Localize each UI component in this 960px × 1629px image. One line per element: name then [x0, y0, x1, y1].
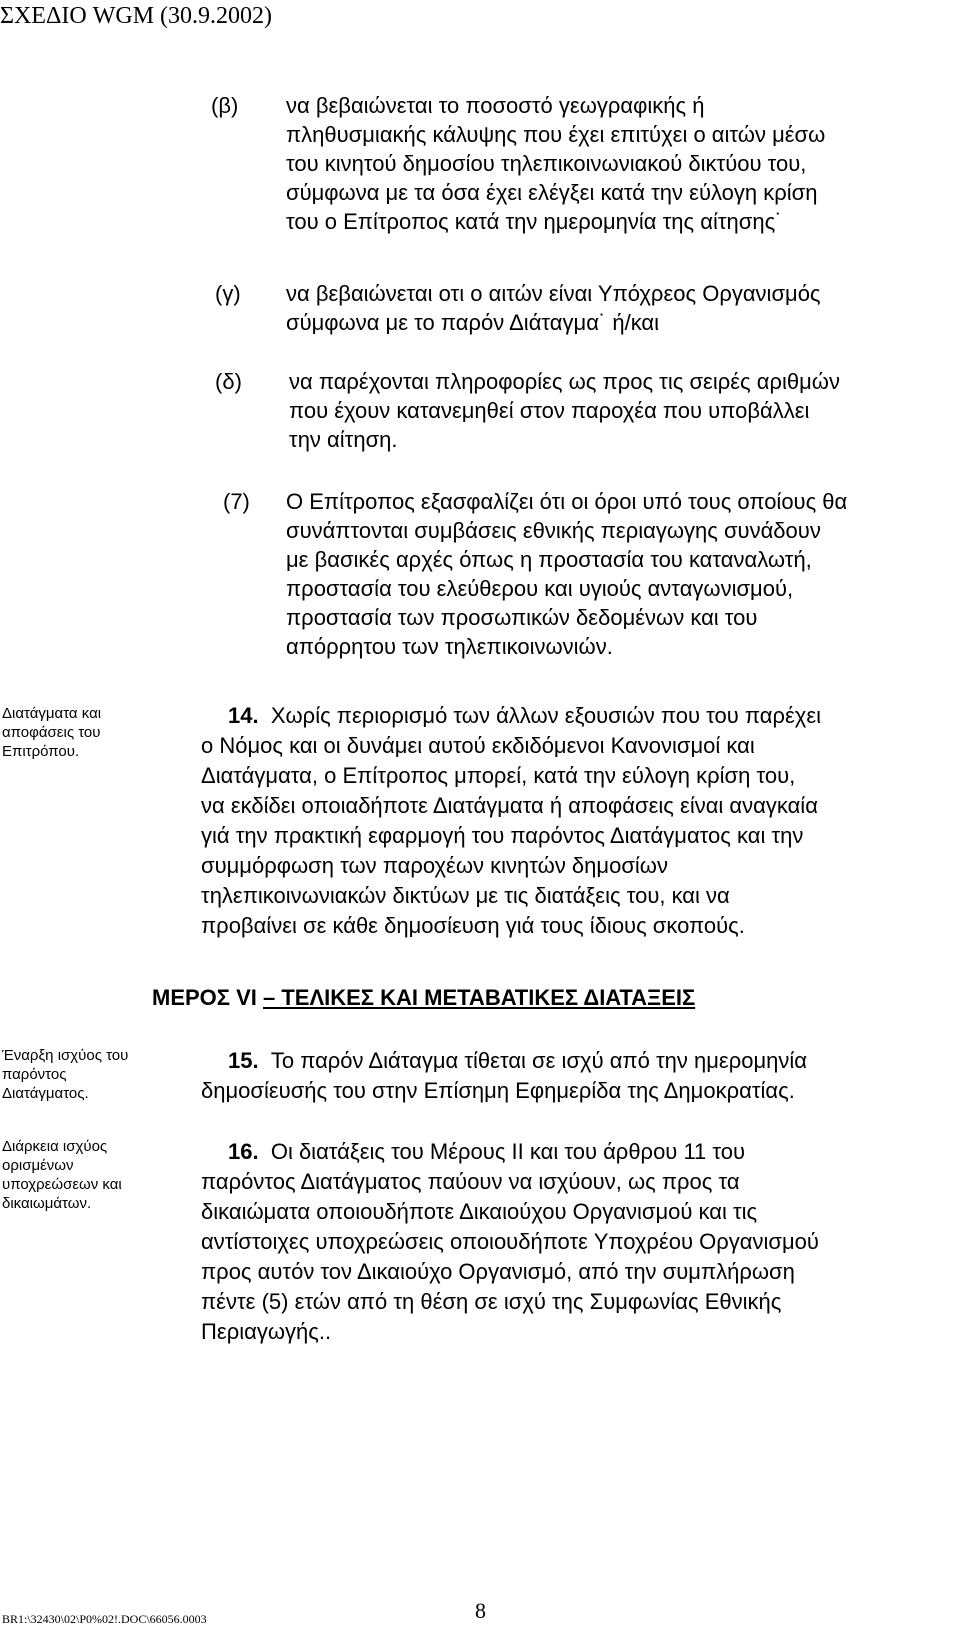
- para7-label: (7): [223, 489, 250, 514]
- text-line: σύμφωνα με το παρόν Διάταγμα˙ ή/και: [286, 310, 660, 335]
- text-line: δικαιώματα οποιουδήποτε Δικαιούχου Οργανισμού και τις: [201, 1199, 758, 1224]
- text-line: την αίτηση.: [289, 427, 398, 452]
- margin-note-line: ορισμένων: [2, 1157, 74, 1174]
- text-line: Διατάγματα, ο Επίτροπος μπορεί, κατά την εύλογη κρίση του,: [201, 763, 796, 788]
- part-heading-prefix: ΜΕΡΟΣ VI: [152, 985, 263, 1010]
- margin-note-line: παρόντος: [2, 1066, 67, 1083]
- item-text-d: [289, 367, 840, 454]
- margin-note-line: Διατάγματος.: [2, 1085, 89, 1102]
- document-reference: BR1:\32430\02\P0%02!.DOC\66056.0003: [2, 1612, 207, 1626]
- item-text-b: [286, 91, 825, 236]
- item-text-g: [286, 279, 821, 337]
- text-line: Περιαγωγής..: [201, 1319, 332, 1344]
- text-line: παρόντος Διατάγματος παύουν να ισχύουν, ως προς τα: [201, 1169, 740, 1194]
- text-line: προστασία των προσωπικών δεδομένων και του: [286, 605, 758, 630]
- part-heading-title: – ΤΕΛΙΚΕΣ ΚΑΙ ΜΕΤΑΒΑΤΙΚΕΣ ΔΙΑΤΑΞΕΙΣ: [263, 985, 696, 1010]
- section-16-first-line: [228, 1137, 745, 1167]
- page-number: 8: [475, 1598, 486, 1623]
- text-line: να βεβαιώνεται το ποσοστό γεωγραφικής ή: [286, 93, 705, 118]
- text-line: τηλεπικοινωνιακών δικτύων με τις διατάξεις του, και να: [201, 883, 730, 908]
- text-line: να βεβαιώνεται οτι ο αιτών είναι Υπόχρεος Οργανισμός: [286, 281, 821, 306]
- document-header: ΣΧΕΔΙΟ WGM (30.9.2002): [0, 3, 273, 29]
- section-15-first-line: [228, 1046, 807, 1076]
- section-14-body: [201, 731, 818, 941]
- text-line: πληθυσμιακής κάλυψης που έχει επιτύχει ο αιτών μέσω: [286, 122, 826, 147]
- margin-note-line: υποχρεώσεων και: [2, 1176, 122, 1193]
- section-number: 14.: [228, 703, 259, 728]
- section-16-body: [201, 1167, 819, 1347]
- para7-text: [286, 487, 847, 661]
- text-line: που έχουν κατανεμηθεί στον παροχέα που υποβάλλει: [289, 398, 810, 423]
- part-heading: [152, 983, 695, 1013]
- text-line: με βασικές αρχές όπως η προστασία του καταναλωτή,: [286, 547, 812, 572]
- text-line: σύμφωνα με τα όσα έχει ελέγξει κατά την εύλογη κρίση: [286, 180, 818, 205]
- text-line: αντίστοιχες υποχρεώσεις οποιουδήποτε Υποχρέου Οργανισμού: [201, 1229, 819, 1254]
- text-line: Χωρίς περιορισμό των άλλων εξουσιών που του παρέχει: [270, 703, 822, 728]
- item-label-d: (δ): [215, 369, 242, 394]
- text-line: Οι διατάξεις του Μέρους II και του άρθρου 11 του: [270, 1139, 746, 1164]
- section-number: 16.: [228, 1139, 259, 1164]
- margin-note-line: αποφάσεις του: [2, 724, 101, 741]
- margin-note-line: Έναρξη ισχύος του: [2, 1047, 129, 1064]
- text-line: Ο Επίτροπος εξασφαλίζει ότι οι όροι υπό τους οποίους θα: [286, 489, 848, 514]
- margin-note-line: δικαιωμάτων.: [2, 1195, 92, 1212]
- margin-note-15: [2, 1046, 128, 1103]
- text-line: ο Νόμος και οι δυνάμει αυτού εκδιδόμενοι Κανονισμοί και: [201, 733, 755, 758]
- margin-note-line: Διατάγματα και: [2, 705, 102, 722]
- text-line: προβαίνει σε κάθε δημοσίευση γιά τους ίδιους σκοπούς.: [201, 913, 745, 938]
- text-line: να παρέχονται πληροφορίες ως προς τις σειρές αριθμών: [289, 369, 840, 394]
- text-line: προς αυτόν τον Δικαιούχο Οργανισμό, από την συμπλήρωση: [201, 1259, 795, 1284]
- section-15-body: [201, 1076, 795, 1106]
- text-line: του κινητού δημοσίου τηλεπικοινωνιακού δικτύου του,: [286, 151, 807, 176]
- margin-note-16: [2, 1137, 122, 1213]
- text-line: συμμόρφωση των παροχέων κινητών δημοσίων: [201, 853, 668, 878]
- section-number: 15.: [228, 1048, 259, 1073]
- text-line: δημοσίευσής του στην Επίσημη Εφημερίδα της Δημοκρατίας.: [201, 1078, 795, 1103]
- text-line: γιά την πρακτική εφαρμογή του παρόντος Διατάγματος και την: [201, 823, 804, 848]
- text-line: να εκδίδει οποιαδήποτε Διατάγματα ή αποφάσεις είναι αναγκαία: [201, 793, 818, 818]
- item-label-g: (γ): [215, 281, 241, 306]
- text-line: προστασία του ελεύθερου και υγιούς ανταγωνισμού,: [286, 576, 794, 601]
- text-line: του ο Επίτροπος κατά την ημερομηνία της αίτησης˙: [286, 209, 783, 234]
- item-label-b: (β): [211, 93, 239, 118]
- text-line: απόρρητου των τηλεπικοινωνιών.: [286, 634, 613, 659]
- margin-note-14: [2, 704, 101, 761]
- margin-note-line: Επιτρόπου.: [2, 743, 80, 760]
- text-line: συνάπτονται συμβάσεις εθνικής περιαγωγης συνάδουν: [286, 518, 821, 543]
- text-line: Το παρόν Διάταγμα τίθεται σε ισχύ από την ημερομηνία: [270, 1048, 807, 1073]
- section-14-first-line: [228, 701, 821, 731]
- text-line: πέντε (5) ετών από τη θέση σε ισχύ της Συμφωνίας Εθνικής: [201, 1289, 782, 1314]
- margin-note-line: Διάρκεια ισχύος: [2, 1138, 108, 1155]
